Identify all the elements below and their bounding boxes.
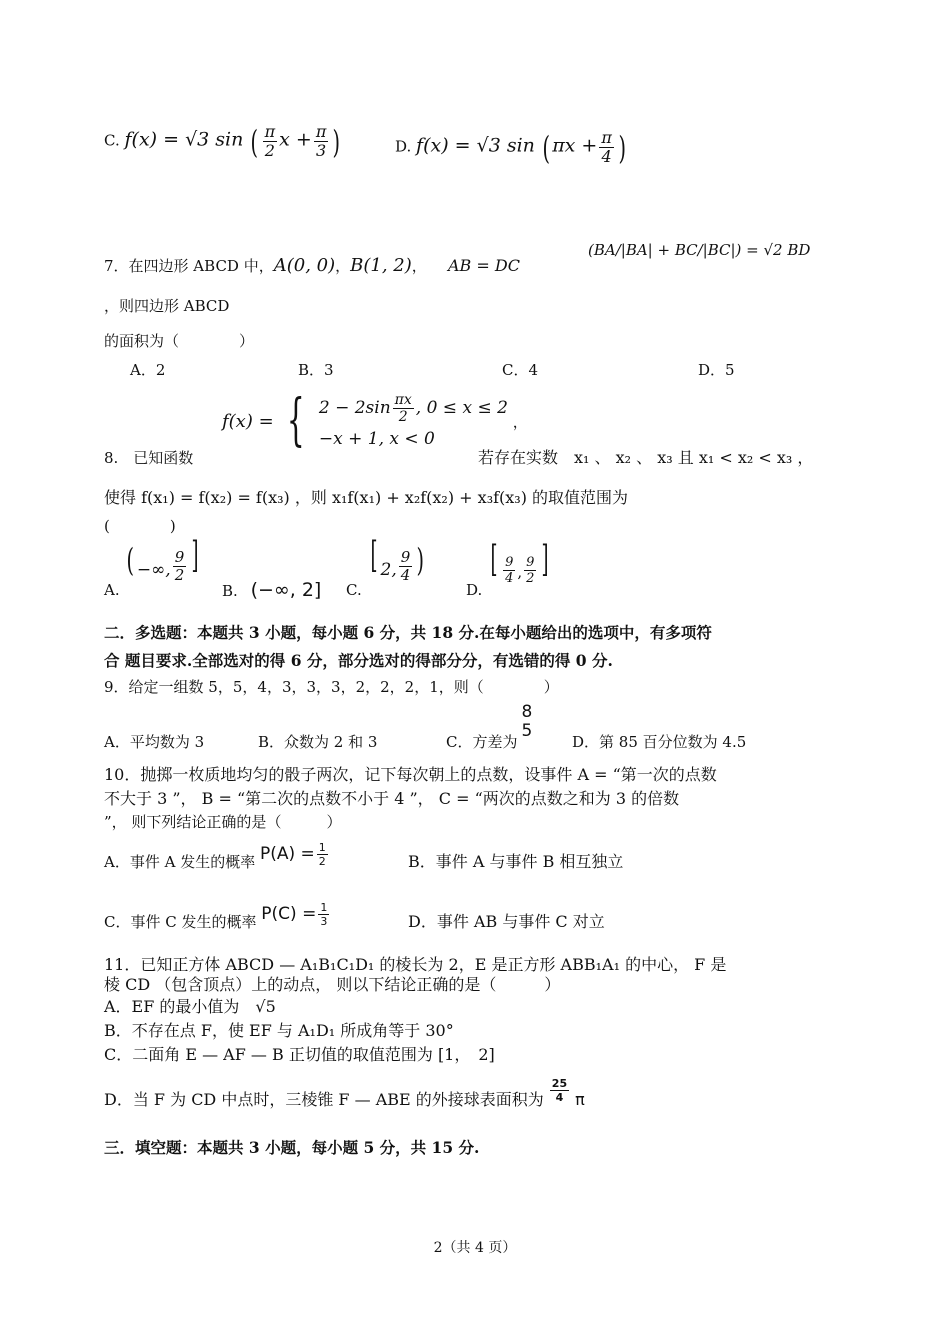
q8-line2: 使得 f(x₁) = f(x₂) = f(x₃) ，则 x₁f(x₁) + x₂f(x₂) + x₃f(x₃) 的取值范围为 <box>104 488 629 507</box>
q9-option-c: C．方差为 8 5 <box>446 702 533 751</box>
section2-heading: 二．多选题：本题共 3 小题，每小题 6 分，共 18 分.在每小题给出的选项中，有多项符 <box>104 623 712 642</box>
q6-option-d: D. f(x) = √3 sin ( πx + $\frac{\pi}{4}$ ) <box>395 128 626 167</box>
q11-option-d: D．当 F 为 CD 中点时，三棱锥 F — ABE 的外接球表面积为 $\frac{25}{4}$ π <box>104 1077 585 1109</box>
q7-option-a: A．2 <box>130 361 166 379</box>
q7-stem-cont: ，则四边形 ABCD <box>104 297 230 315</box>
q9-option-b: B．众数为 2 和 3 <box>258 733 378 751</box>
q11-option-b: B．不存在点 F，使 EF 与 A₁D₁ 所成角等于 30° <box>104 1021 454 1040</box>
q7-blank: 的面积为（ ） <box>104 332 255 350</box>
q10-option-d: D．事件 AB 与事件 C 对立 <box>408 912 605 931</box>
q10-line3: ”， 则下列结论正确的是（ ） <box>104 813 342 831</box>
q7-stem: 7．在四边形 ABCD 中，A(0, 0)，B(1, 2)， <box>104 255 427 276</box>
section3-heading: 三．填空题：本题共 3 小题，每小题 5 分，共 15 分. <box>104 1138 480 1157</box>
q9-stem: 9．给定一组数 5，5，4，3，3，3，2，2，2，1，则（ ） <box>104 678 559 696</box>
q10-line2: 不大于 3 ”， B = “第二次的点数不小于 4 ”， C = “两次的点数之和为 3 的倍数 <box>104 789 680 808</box>
q9-option-d: D．第 85 百分位数为 4.5 <box>572 733 747 751</box>
q7-option-b: B．3 <box>298 361 334 379</box>
q7-option-c: C．4 <box>502 361 539 379</box>
q10-line1: 10．抛掷一枚质地均匀的骰子两次，记下每次朝上的点数，设事件 A = “第一次的点数 <box>104 765 717 784</box>
q8-option-c: C. [ 2, $\frac{9}{4}$ ) <box>346 535 425 599</box>
q7-vector-equation: AB = DC <box>448 256 520 275</box>
q10-option-c: C．事件 C 发生的概率 P(C) = $\frac{1}{3}$ <box>104 901 328 931</box>
q8-blank: ( ) <box>104 517 176 535</box>
q8-piecewise: f(x) = { 2 − 2sin $\frac{\pi x}{2}$ , 0 ≤ x ≤ 2 −x + 1, x < 0 ， <box>222 388 528 453</box>
q8-option-d: D. [ $\frac{9}{4}$ , $\frac{9}{2}$ ] <box>466 539 549 599</box>
q10-option-a: A．事件 A 发生的概率 P(A) = $\frac{1}{2}$ <box>104 841 326 871</box>
q8-intro: 8. 已知函数 <box>104 449 194 467</box>
q9-option-a: A．平均数为 3 <box>104 733 205 751</box>
q7-option-d: D．5 <box>698 361 735 379</box>
q11-option-a: A．EF 的最小值为 √5 <box>104 997 276 1016</box>
section2-heading-cont: 合 题目要求.全部选对的得 6 分，部分选对的得部分分，有选错的得 0 分. <box>104 651 613 670</box>
q8-option-a: A. ( −∞, $\frac{9}{2}$ ] <box>104 535 199 599</box>
q11-line2: 棱 CD （包含顶点）上的动点， 则以下结论正确的是（ ） <box>104 975 561 994</box>
q11-option-c: C．二面角 E — AF — B 正切值的取值范围为 [1， 2] <box>104 1045 495 1064</box>
q10-option-b: B．事件 A 与事件 B 相互独立 <box>408 852 624 871</box>
page-number: 2（共 4 页） <box>433 1240 517 1256</box>
q6-option-c: C. f(x) = √3 sin ( $\frac{\pi}{2}$ x + $\frac{\pi}{3}$ ) <box>104 122 341 161</box>
q8-option-b: B. (−∞, 2] <box>222 579 322 601</box>
q8-condition: 若存在实数 x₁ 、 x₂ 、 x₃ 且 x₁ < x₂ < x₃ ， <box>478 448 814 467</box>
q11-line1: 11．已知正方体 ABCD — A₁B₁C₁D₁ 的棱长为 2，E 是正方形 ABB₁A₁ 的中心， F 是 <box>104 955 727 974</box>
q7-vector-condition: (BA/|BA| + BC/|BC|) = √2 BD <box>588 241 811 259</box>
